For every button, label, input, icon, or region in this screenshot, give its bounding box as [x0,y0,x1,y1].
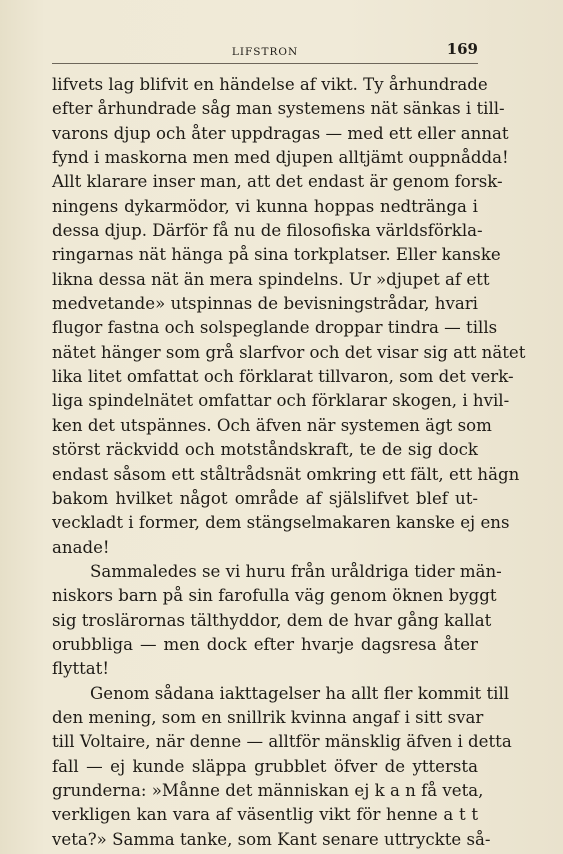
text-line: sig troslärornas tälthyddor, dem de hvar gång kallat [52,610,492,630]
text-line: den mening, som en snillrik kvinna angaf i sitt svar [52,707,484,727]
header-rule [52,63,478,64]
text-line: ringarnas nät hänga på sina torkplatser. Eller kanske [52,245,501,265]
text-line: fynd i maskorna men med djupen alltjämt ouppnådda! [52,148,509,168]
text-line: flyttat! [52,659,110,679]
text-line: orubbliga — men dock efter hvarje dagsresa åter [52,634,478,654]
text-line: lifvets lag blifvit en händelse af vikt. Ty århundrade [52,75,488,94]
text-line: varons djup och åter uppdragas — med ett eller annat [52,123,509,143]
text-line: Sammaledes se vi huru från uråldriga tider män- [90,561,502,581]
text-line: anade! [52,537,110,557]
running-header [52,40,478,62]
text-line: ken det utspännes. Och äfven när systemen ägt som [52,415,492,435]
text-line: efter århundrade såg man systemens nät sänkas i till- [52,99,505,119]
text-line: flugor fastna och solspeglande droppar tindra — tills [52,318,498,338]
text-line: lika litet omfattat och förklarat tillvaron, som det verk- [52,367,514,387]
text-line: liga spindelnätet omfattar och förklarar skogen, i hvil- [52,391,510,411]
text-line: fall — ej kunde släppa grubblet öfver de yttersta [52,756,478,776]
text-line: grunderna: »Månne det människan ej k a n få veta, [52,780,484,800]
text-line: Genom sådana iakttagelser ha allt fler kommit till [90,683,510,703]
text-line: endast såsom ett ståltrådsnät omkring ett fält, ett hägn [52,464,520,484]
text-line: veckladt i former, dem stängselmakaren kanske ej ens [52,513,510,533]
text-line: nätet hänger som grå slarfvor och det visar sig att nätet [52,342,526,362]
text-line: störst räckvidd och motståndskraft, te de sig dock [52,440,478,460]
text-line: veta?» Samma tanke, som Kant senare uttryckte så- [52,829,491,849]
running-title: LIFSTRON [231,46,299,58]
text-line: Allt klarare inser man, att det endast är genom forsk- [52,172,503,192]
body-text [52,73,526,852]
page-number: 169 [446,40,478,58]
text-line: ningens dykarmödor, vi kunna hoppas nedtränga i [52,196,478,216]
text-line: till Voltaire, när denne — alltför mänsklig äfven i detta [52,732,512,752]
text-line: bakom hvilket något område af själslifvet blef ut- [52,488,478,508]
text-line: verkligen kan vara af väsentlig vikt för henne a t t [52,805,478,825]
text-line: dessa djup. Därför få nu de filosofiska världsförkla- [52,221,483,241]
text-line: medvetande» utspinnas de bevisningstrådar, hvari [52,294,478,314]
text-line: niskors barn på sin farofulla väg genom öknen byggt [52,586,497,606]
text-line: likna dessa nät än mera spindelns. Ur »djupet af ett [52,269,490,289]
